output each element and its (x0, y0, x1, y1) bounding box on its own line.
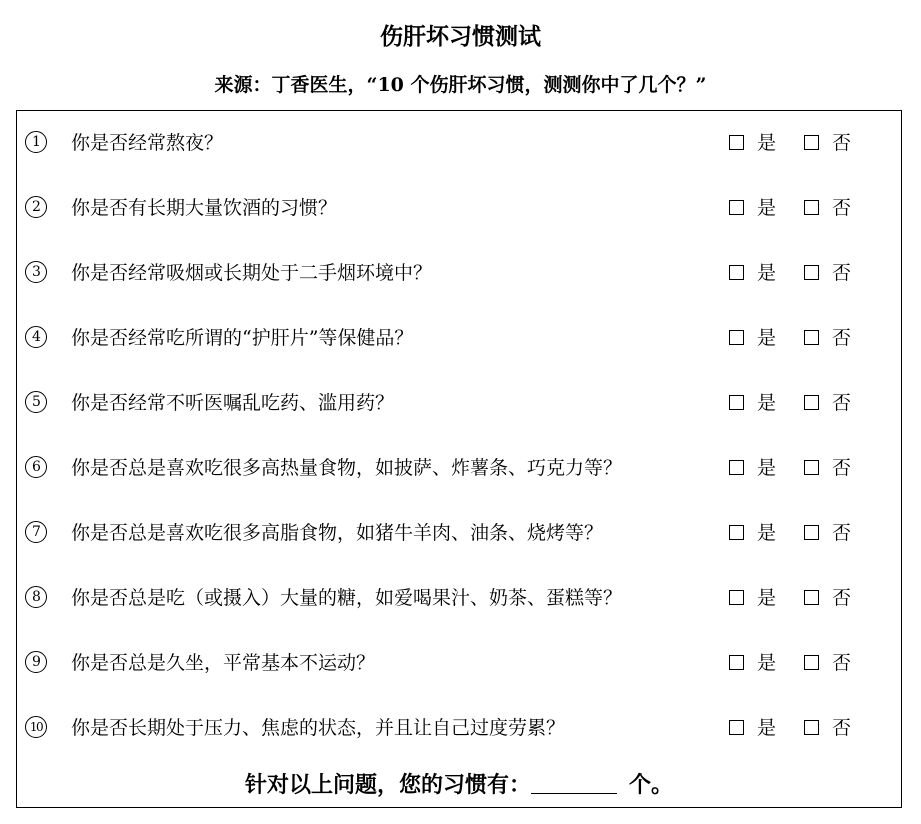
question-text-5: 你是否经常不听医嘱乱吃药、滥用药？ (71, 392, 395, 414)
no-label: 否 (832, 197, 852, 219)
question-row-5 (17, 383, 901, 423)
no-label: 否 (832, 717, 852, 739)
question-row-7 (17, 513, 901, 553)
question-text-10: 你是否长期处于压力、焦虑的状态，并且让自己过度劳累？ (71, 717, 566, 739)
habit-count-blank[interactable] (531, 771, 617, 794)
no-label: 否 (832, 522, 852, 544)
summary-line (17, 767, 901, 803)
summary-prefix: 针对以上问题，您的习惯有： (244, 772, 531, 798)
summary-suffix: 个。 (629, 772, 674, 798)
no-label: 否 (832, 652, 852, 674)
yes-label: 是 (757, 392, 777, 414)
no-checkbox-9[interactable] (804, 655, 819, 670)
question-row-1 (17, 123, 901, 163)
yes-checkbox-4[interactable] (729, 330, 744, 345)
question-number-8: 8 (25, 586, 47, 608)
questionnaire-box (16, 110, 902, 808)
no-checkbox-10[interactable] (804, 720, 819, 735)
question-number-2: 2 (25, 196, 47, 218)
yes-checkbox-8[interactable] (729, 590, 744, 605)
no-label: 否 (832, 262, 852, 284)
question-text-3: 你是否经常吸烟或长期处于二手烟环境中？ (71, 262, 433, 284)
yes-label: 是 (757, 717, 777, 739)
question-row-3 (17, 253, 901, 293)
no-checkbox-5[interactable] (804, 395, 819, 410)
question-row-9 (17, 643, 901, 683)
no-checkbox-3[interactable] (804, 265, 819, 280)
yes-checkbox-9[interactable] (729, 655, 744, 670)
question-number-7: 7 (25, 521, 47, 543)
no-checkbox-8[interactable] (804, 590, 819, 605)
question-text-6: 你是否总是喜欢吃很多高热量食物，如披萨、炸薯条、巧克力等？ (71, 457, 623, 479)
question-number-6: 6 (25, 456, 47, 478)
question-number-10: 10 (25, 716, 47, 738)
question-row-2 (17, 188, 901, 228)
no-label: 否 (832, 327, 852, 349)
yes-label: 是 (757, 327, 777, 349)
no-checkbox-6[interactable] (804, 460, 819, 475)
question-text-4: 你是否经常吃所谓的“护肝片”等保健品？ (71, 327, 414, 349)
no-checkbox-7[interactable] (804, 525, 819, 540)
question-number-5: 5 (25, 391, 47, 413)
question-number-3: 3 (25, 261, 47, 283)
question-number-4: 4 (25, 326, 47, 348)
question-text-1: 你是否经常熬夜？ (71, 132, 224, 154)
yes-label: 是 (757, 132, 777, 154)
question-number-1: 1 (25, 131, 47, 153)
yes-label: 是 (757, 262, 777, 284)
yes-checkbox-2[interactable] (729, 200, 744, 215)
yes-label: 是 (757, 652, 777, 674)
page-title: 伤肝坏习惯测试 (380, 23, 541, 50)
yes-checkbox-6[interactable] (729, 460, 744, 475)
yes-checkbox-1[interactable] (729, 135, 744, 150)
no-label: 否 (832, 132, 852, 154)
question-row-8 (17, 578, 901, 618)
yes-label: 是 (757, 587, 777, 609)
question-row-6 (17, 448, 901, 488)
question-text-9: 你是否总是久坐，平常基本不运动？ (71, 652, 376, 674)
yes-checkbox-10[interactable] (729, 720, 744, 735)
yes-checkbox-7[interactable] (729, 525, 744, 540)
yes-label: 是 (757, 457, 777, 479)
yes-label: 是 (757, 522, 777, 544)
question-text-7: 你是否总是喜欢吃很多高脂食物，如猪牛羊肉、油条、烧烤等？ (71, 522, 604, 544)
source-line: 来源：丁香医生，“10 个伤肝坏习惯，测测你中了几个？” (214, 74, 707, 96)
no-checkbox-4[interactable] (804, 330, 819, 345)
question-row-10 (17, 708, 901, 748)
no-checkbox-1[interactable] (804, 135, 819, 150)
yes-checkbox-3[interactable] (729, 265, 744, 280)
no-checkbox-2[interactable] (804, 200, 819, 215)
yes-label: 是 (757, 197, 777, 219)
no-label: 否 (832, 457, 852, 479)
question-text-8: 你是否总是吃（或摄入）大量的糖，如爱喝果汁、奶茶、蛋糕等？ (71, 587, 623, 609)
question-number-9: 9 (25, 651, 47, 673)
no-label: 否 (832, 392, 852, 414)
no-label: 否 (832, 587, 852, 609)
question-text-2: 你是否有长期大量饮酒的习惯？ (71, 197, 338, 219)
yes-checkbox-5[interactable] (729, 395, 744, 410)
question-row-4 (17, 318, 901, 358)
